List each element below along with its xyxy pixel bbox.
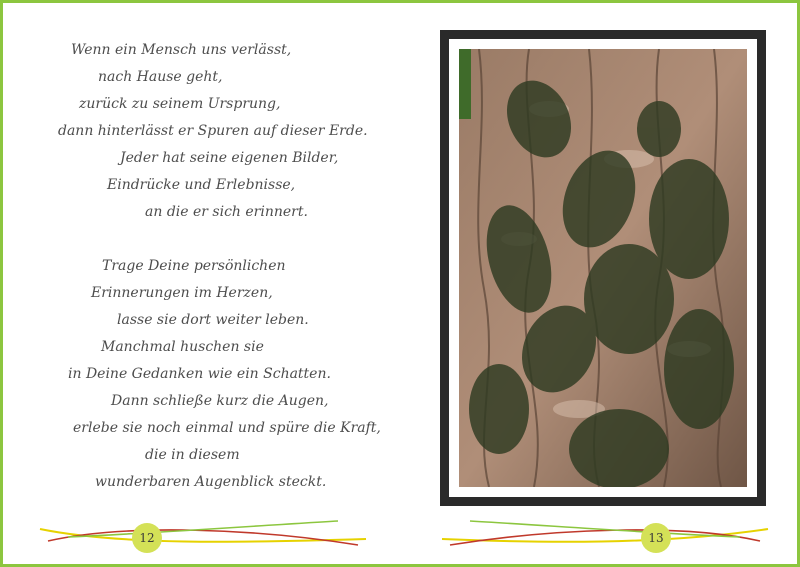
poem-line: wunderbaren Augenblick steckt.: [95, 474, 327, 490]
poem-line: an die er sich erinnert.: [145, 204, 308, 220]
poem-line: Eindrücke und Erlebnisse,: [107, 177, 296, 193]
poem-line: Manchmal huschen sie: [101, 339, 264, 355]
poem-line: nach Hause geht,: [98, 69, 223, 85]
poem-line: Erinnerungen im Herzen,: [91, 285, 273, 301]
poem-line: in Deine Gedanken wie ein Schatten.: [68, 366, 331, 382]
photo-mat: [449, 39, 757, 497]
poem-line: Jeder hat seine eigenen Bilder,: [120, 150, 339, 166]
poem-line: Wenn ein Mensch uns verlässt,: [71, 42, 292, 58]
poem-line: zurück zu seinem Ursprung,: [79, 96, 281, 112]
poem-line: Dann schließe kurz die Augen,: [111, 393, 329, 409]
poem-line: Trage Deine persönlichen: [102, 258, 286, 274]
photo-frame: [440, 30, 766, 506]
poem-line: dann hinterlässt er Spuren auf dieser Erde.: [58, 123, 368, 139]
tree-bark-shadow-photo: [459, 49, 747, 487]
left-swirl-ornament: [38, 515, 368, 555]
right-swirl-ornament: [440, 515, 770, 555]
poem-line: erlebe sie noch einmal und spüre die Kraft,: [73, 420, 381, 436]
poem-line: die in diesem: [145, 447, 240, 463]
page-number-right: 13: [641, 523, 671, 553]
page-number-left: 12: [132, 523, 162, 553]
poem-line: lasse sie dort weiter leben.: [117, 312, 309, 328]
